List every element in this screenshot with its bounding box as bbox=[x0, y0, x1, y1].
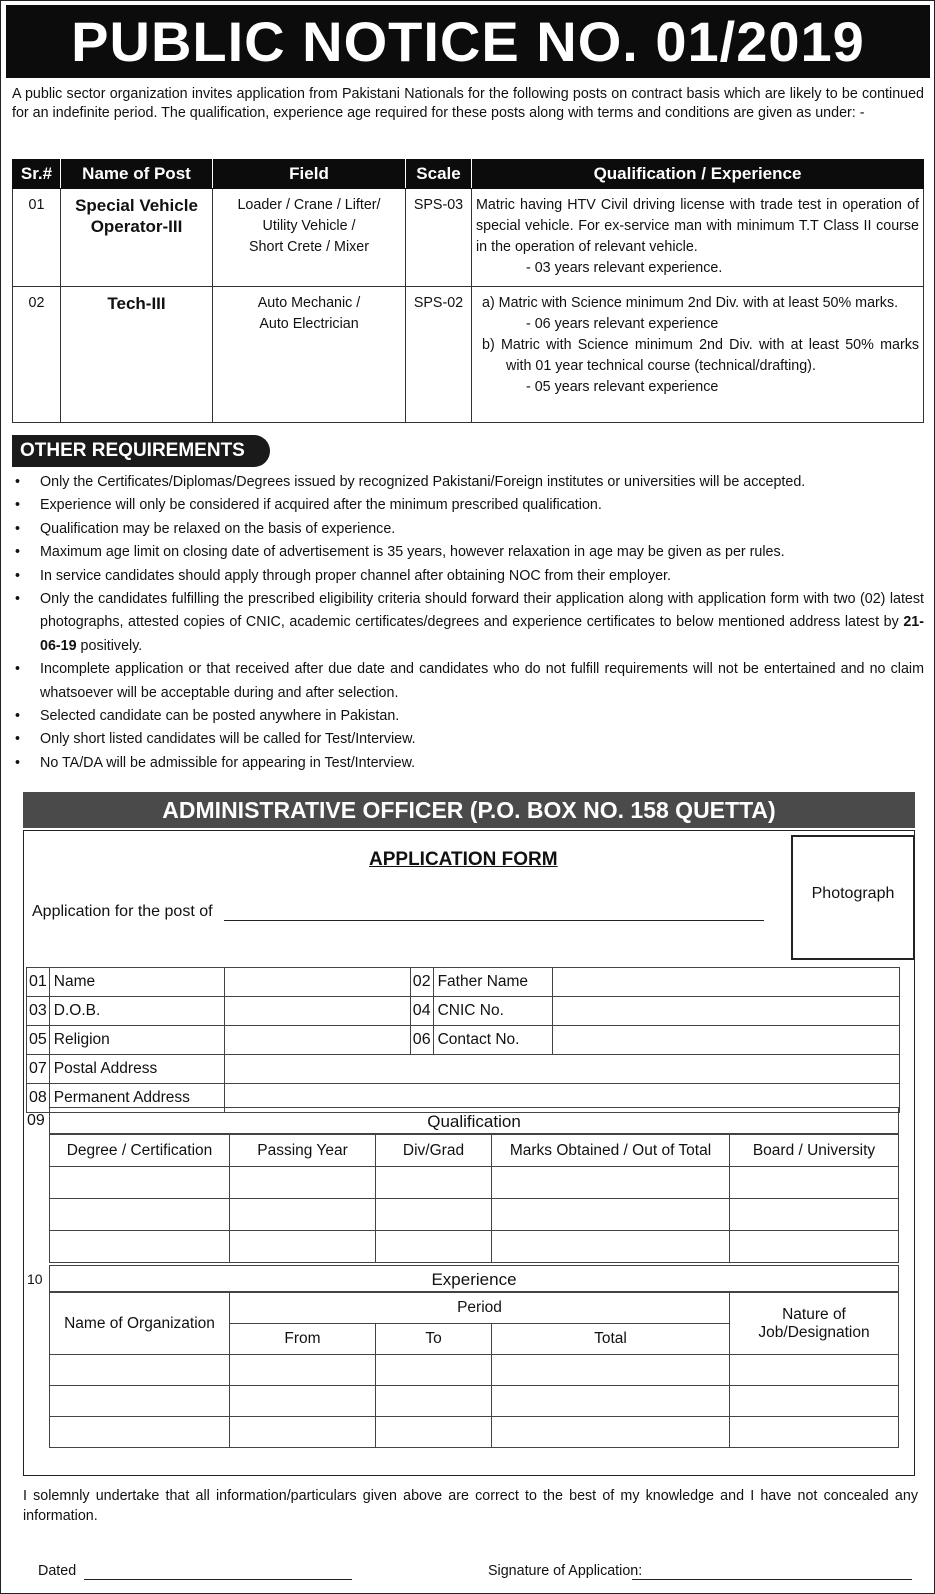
table-row bbox=[27, 1055, 900, 1084]
total-cell[interactable] bbox=[492, 1355, 730, 1386]
table-row bbox=[50, 1199, 899, 1231]
requirement-text: Selected candidate can be posted anywhere in Pakistan. bbox=[40, 708, 400, 725]
header-sr: Sr.# bbox=[13, 160, 61, 189]
nature-header bbox=[730, 1293, 899, 1355]
name-field[interactable] bbox=[224, 968, 410, 997]
permanent-address-label: Permanent Address bbox=[49, 1084, 224, 1113]
board-header: Board / University bbox=[730, 1135, 899, 1167]
degree-header: Degree / Certification bbox=[50, 1135, 230, 1167]
from-cell[interactable] bbox=[230, 1417, 376, 1448]
field-number: 07 bbox=[27, 1055, 50, 1084]
bullet-icon: • bbox=[15, 497, 21, 514]
bullet-icon: • bbox=[15, 520, 21, 537]
marks-cell[interactable] bbox=[492, 1167, 730, 1199]
table-row bbox=[50, 1355, 899, 1386]
total-cell[interactable] bbox=[492, 1417, 730, 1448]
field-line: Auto Electrician bbox=[259, 316, 359, 332]
field-number: 06 bbox=[410, 1026, 433, 1055]
requirement-text: Incomplete application or that received after due date and candidates who do not fulfill requirements will not be entertained and no claim whatsoever will be acceptable during and after selection. bbox=[40, 661, 924, 701]
requirement-text: Only the candidates fulfilling the prescribed eligibility criteria should forward their application along with application form with two (02) latest photographs, attested copies of CNIC, academic certificates/degrees and experience certificates to below mentioned address latest by bbox=[40, 591, 924, 631]
requirement-text: positively. bbox=[76, 637, 143, 654]
father-name-label: Father Name bbox=[433, 968, 552, 997]
row-field bbox=[213, 189, 406, 287]
board-cell[interactable] bbox=[730, 1231, 899, 1263]
bullet-icon: • bbox=[15, 591, 21, 608]
div-grad-cell[interactable] bbox=[376, 1167, 492, 1199]
posts-table-header bbox=[13, 160, 924, 189]
div-grad-header: Div/Grad bbox=[376, 1135, 492, 1167]
table-row bbox=[50, 1417, 899, 1448]
passing-year-cell[interactable] bbox=[230, 1199, 376, 1231]
requirements-list bbox=[12, 471, 924, 775]
requirement-text: Maximum age limit on closing date of advertisement is 35 years, however relaxation in age may be given as per rules. bbox=[40, 544, 785, 561]
experience-text: - 03 years relevant experience. bbox=[526, 260, 723, 276]
from-header: From bbox=[230, 1324, 376, 1355]
form-title: APPLICATION FORM bbox=[369, 849, 558, 870]
field-number: 08 bbox=[27, 1084, 50, 1113]
cnic-label: CNIC No. bbox=[433, 997, 552, 1026]
qualification-label: Qualification bbox=[49, 1107, 899, 1134]
to-header: To bbox=[376, 1324, 492, 1355]
field-line: Short Crete / Mixer bbox=[249, 239, 369, 255]
post-name-line: Special Vehicle bbox=[75, 196, 198, 215]
experience-label: Experience bbox=[49, 1265, 899, 1292]
dob-label: D.O.B. bbox=[49, 997, 224, 1026]
table-row bbox=[27, 1026, 900, 1055]
post-name-line: Tech-III bbox=[107, 294, 166, 313]
div-grad-cell[interactable] bbox=[376, 1231, 492, 1263]
row-scale: SPS-02 bbox=[406, 287, 472, 423]
table-row bbox=[27, 968, 900, 997]
list-item bbox=[12, 705, 924, 728]
nature-cell[interactable] bbox=[730, 1355, 899, 1386]
bullet-icon: • bbox=[15, 754, 21, 771]
signature-input-line[interactable] bbox=[632, 1579, 912, 1580]
post-name-line: Operator-III bbox=[90, 217, 183, 236]
list-item bbox=[12, 565, 924, 588]
header-qualification: Qualification / Experience bbox=[472, 160, 924, 189]
qualification-table bbox=[49, 1134, 899, 1263]
field-line: Utility Vehicle / bbox=[262, 218, 356, 234]
experience-text: - 05 years relevant experience bbox=[526, 379, 719, 395]
row-qualification bbox=[472, 287, 924, 423]
bullet-icon: • bbox=[15, 474, 21, 490]
father-name-field[interactable] bbox=[552, 968, 899, 997]
period-header: Period bbox=[230, 1293, 730, 1324]
board-cell[interactable] bbox=[730, 1167, 899, 1199]
row-post-name bbox=[61, 189, 213, 287]
field-number: 03 bbox=[27, 997, 50, 1026]
application-form bbox=[23, 830, 915, 1476]
signature-label: Signature of Application: bbox=[488, 1563, 643, 1579]
board-cell[interactable] bbox=[730, 1199, 899, 1231]
postal-address-field[interactable] bbox=[224, 1055, 899, 1084]
posts-table bbox=[12, 159, 924, 423]
other-requirements-heading: OTHER REQUIREMENTS bbox=[12, 435, 270, 467]
field-number: 02 bbox=[410, 968, 433, 997]
field-number: 01 bbox=[27, 968, 50, 997]
requirement-text: In service candidates should apply through proper channel after obtaining NOC from their employer. bbox=[40, 567, 672, 584]
table-row bbox=[50, 1386, 899, 1417]
passing-year-cell[interactable] bbox=[230, 1231, 376, 1263]
table-row bbox=[50, 1231, 899, 1263]
degree-cell[interactable] bbox=[50, 1231, 230, 1263]
nature-cell[interactable] bbox=[730, 1417, 899, 1448]
personal-details-table bbox=[26, 967, 900, 1113]
field-number: 10 bbox=[27, 1271, 43, 1287]
photograph-box: Photograph bbox=[791, 835, 915, 960]
bullet-icon: • bbox=[15, 567, 21, 584]
row-sr: 01 bbox=[13, 189, 61, 287]
contact-label: Contact No. bbox=[433, 1026, 552, 1055]
dated-input-line[interactable] bbox=[84, 1579, 352, 1580]
experience-table bbox=[49, 1292, 899, 1448]
experience-header-row bbox=[50, 1293, 899, 1324]
dated-label: Dated bbox=[38, 1563, 77, 1579]
bullet-icon: • bbox=[15, 708, 21, 725]
qualification-text: Matric having HTV Civil driving license with trade test in operation of special vehicle. For ex-service man with minimum T.T Class II course in the operation of relevant vehicle. bbox=[476, 197, 919, 255]
table-row bbox=[27, 997, 900, 1026]
organization-cell[interactable] bbox=[50, 1417, 230, 1448]
declaration-text: I solemnly undertake that all information/particulars given above are correct to the best of my knowledge and I have not concealed any information. bbox=[23, 1488, 918, 1524]
religion-field[interactable] bbox=[224, 1026, 410, 1055]
experience-text: - 06 years relevant experience bbox=[526, 316, 719, 332]
requirement-text: Qualification may be relaxed on the basis of experience. bbox=[40, 520, 396, 537]
nature-header-line: Nature of bbox=[782, 1305, 846, 1323]
passing-year-cell[interactable] bbox=[230, 1167, 376, 1199]
table-row bbox=[13, 189, 924, 287]
notice-title: PUBLIC NOTICE NO. 01/2019 bbox=[6, 5, 930, 78]
list-item bbox=[12, 494, 924, 517]
bullet-icon: • bbox=[15, 544, 21, 561]
postal-address-label: Postal Address bbox=[49, 1055, 224, 1084]
row-qualification bbox=[472, 189, 924, 287]
to-cell[interactable] bbox=[376, 1355, 492, 1386]
table-row bbox=[50, 1167, 899, 1199]
total-cell[interactable] bbox=[492, 1386, 730, 1417]
nature-cell[interactable] bbox=[730, 1386, 899, 1417]
qualification-header-row bbox=[50, 1135, 899, 1167]
field-number: 09 bbox=[27, 1112, 45, 1129]
requirement-text: No TA/DA will be admissible for appearing in Test/Interview. bbox=[40, 754, 416, 771]
cnic-field[interactable] bbox=[552, 997, 899, 1026]
field-number: 05 bbox=[27, 1026, 50, 1055]
row-post-name bbox=[61, 287, 213, 423]
organization-header: Name of Organization bbox=[50, 1293, 230, 1355]
marks-cell[interactable] bbox=[492, 1199, 730, 1231]
bullet-icon: • bbox=[15, 731, 21, 748]
list-item bbox=[12, 752, 924, 775]
qualification-text: a) Matric with Science minimum 2nd Div. with at least 50% marks. bbox=[482, 295, 899, 311]
requirement-text: Only short listed candidates will be called for Test/Interview. bbox=[40, 731, 416, 748]
post-of-input-line[interactable] bbox=[224, 920, 764, 921]
degree-cell[interactable] bbox=[50, 1167, 230, 1199]
table-row bbox=[13, 287, 924, 423]
marks-cell[interactable] bbox=[492, 1231, 730, 1263]
requirement-text: Only the Certificates/Diplomas/Degrees issued by recognized Pakistani/Foreign institutes or universities will be accepted. bbox=[40, 474, 806, 490]
row-field bbox=[213, 287, 406, 423]
contact-field[interactable] bbox=[552, 1026, 899, 1055]
from-cell[interactable] bbox=[230, 1386, 376, 1417]
dob-field[interactable] bbox=[224, 997, 410, 1026]
list-item bbox=[12, 471, 924, 494]
field-line: Loader / Crane / Lifter/ bbox=[237, 197, 381, 213]
list-item bbox=[12, 728, 924, 751]
qualification-text: b) Matric with Science minimum 2nd Div. with at least 50% marks with 01 year technical course (technical/drafting). bbox=[482, 337, 919, 374]
organization-cell[interactable] bbox=[50, 1355, 230, 1386]
header-post: Name of Post bbox=[61, 160, 213, 189]
nature-header-line: Job/Designation bbox=[758, 1323, 870, 1341]
field-number: 04 bbox=[410, 997, 433, 1026]
header-field: Field bbox=[213, 160, 406, 189]
closing-date: 21-06-19 bbox=[40, 614, 924, 654]
passing-year-header: Passing Year bbox=[230, 1135, 376, 1167]
bullet-icon: • bbox=[15, 661, 21, 678]
row-sr: 02 bbox=[13, 287, 61, 423]
organization-cell[interactable] bbox=[50, 1386, 230, 1417]
list-item bbox=[12, 658, 924, 705]
to-cell[interactable] bbox=[376, 1417, 492, 1448]
requirement-text: Experience will only be considered if acquired after the minimum prescribed qualification. bbox=[40, 497, 602, 514]
religion-label: Religion bbox=[49, 1026, 224, 1055]
notice-intro: A public sector organization invites application from Pakistani Nationals for the following posts on contract basis which are likely to be continued for an indefinite period. The qualification, experience age required for these posts along with terms and conditions are given as under: - bbox=[12, 86, 924, 121]
div-grad-cell[interactable] bbox=[376, 1199, 492, 1231]
header-scale: Scale bbox=[406, 160, 472, 189]
name-label: Name bbox=[49, 968, 224, 997]
to-cell[interactable] bbox=[376, 1386, 492, 1417]
list-item bbox=[12, 518, 924, 541]
list-item bbox=[12, 588, 924, 658]
total-header: Total bbox=[492, 1324, 730, 1355]
address-banner: ADMINISTRATIVE OFFICER (P.O. BOX NO. 158 QUETTA) bbox=[23, 792, 915, 828]
post-of-label: Application for the post of bbox=[32, 903, 213, 920]
from-cell[interactable] bbox=[230, 1355, 376, 1386]
row-scale: SPS-03 bbox=[406, 189, 472, 287]
field-line: Auto Mechanic / bbox=[257, 295, 361, 311]
list-item bbox=[12, 541, 924, 564]
marks-header: Marks Obtained / Out of Total bbox=[492, 1135, 730, 1167]
degree-cell[interactable] bbox=[50, 1199, 230, 1231]
